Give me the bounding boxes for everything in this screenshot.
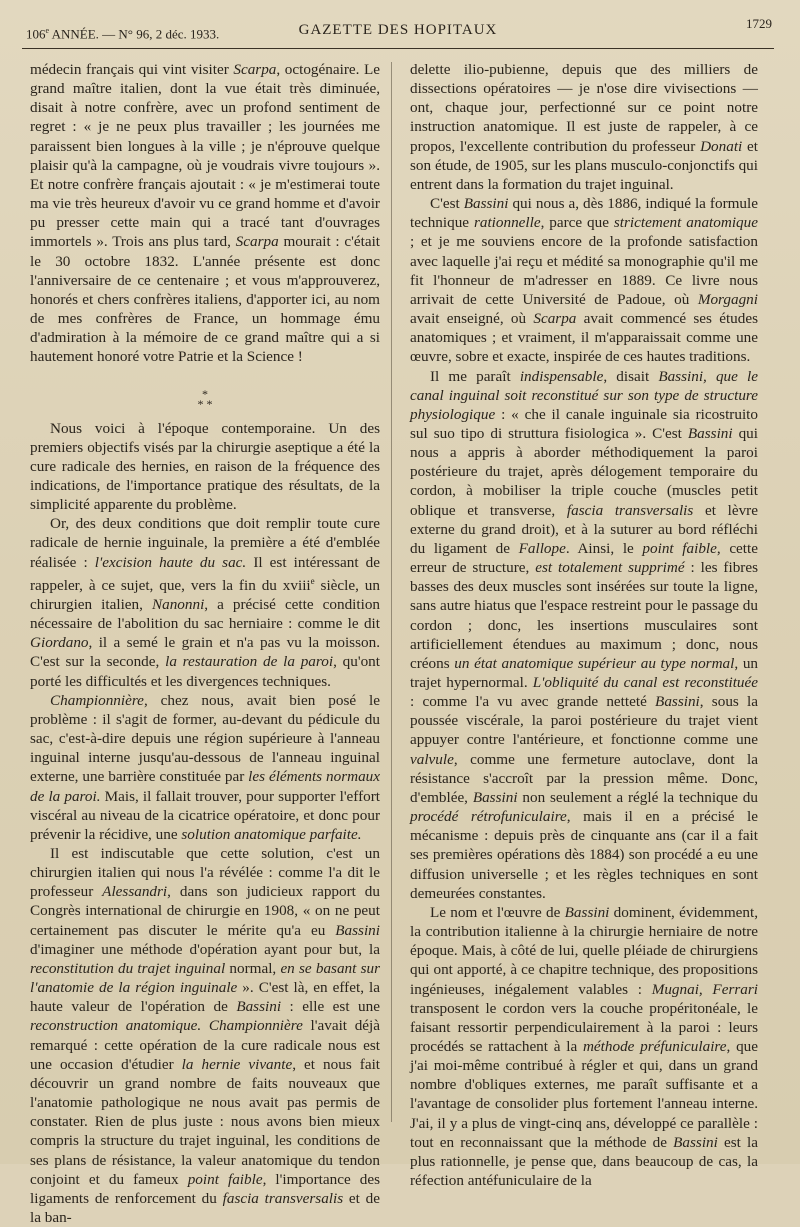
page-header bbox=[22, 14, 774, 49]
italic-run: Bassini bbox=[335, 921, 380, 939]
italic-run: Morgagni bbox=[697, 290, 758, 308]
italic-run: Alessandri bbox=[102, 883, 168, 901]
italic-run: fascia transversalis bbox=[566, 501, 694, 519]
year-sup: e bbox=[45, 26, 50, 35]
text-run: , comme une fermeture autoclave, dont la résistance s'accroît par la pression même. Donc, d'emblée, bbox=[410, 750, 758, 806]
right-column bbox=[410, 60, 758, 1190]
italic-run: reconstruction anatomique. Championnière bbox=[30, 1017, 303, 1035]
italic-run: l'excision haute du sac. bbox=[94, 553, 247, 571]
text-run: . Ainsi, le bbox=[565, 539, 643, 557]
text-run: qui nous a appris à aborder méthodiquement la paroi postérieure du trajet, après délogement temporaire du cordon, à mobiliser la triple couche (muscles petit oblique et transverse, bbox=[410, 424, 758, 519]
italic-run: point faible bbox=[187, 1170, 263, 1188]
italic-run: L'obliquité du canal est reconstituée bbox=[532, 674, 759, 691]
italic-run: Fallope bbox=[518, 539, 566, 557]
text-run: , parce que bbox=[540, 214, 614, 232]
italic-run: strictement anatomique bbox=[613, 214, 758, 232]
text-run: : elle est une bbox=[281, 998, 380, 1016]
text-run: dominent, évidemment, la contribution italienne à la chirurgie herniaire de notre époque. Mais, à côté de lui, quelle pléiade de chirurgiens qui ont apporté, à ce chapitre technique, des propositions ingénieuses, inégalement valables : bbox=[410, 903, 758, 998]
text-run: médecin français qui vint visiter bbox=[30, 61, 234, 78]
text-run: : les fibres basses des deux muscles sont insérées sur toute la ligne, sans autre hiatus que l'espace restreint pour le passage du cordon ; donc, les insertions musculaires sont artificiellement étendues au maximum ; donc, nous créons bbox=[410, 559, 759, 672]
italic-run: est totalement supprimé bbox=[535, 559, 685, 577]
italic-run: rationnelle bbox=[473, 214, 541, 232]
italic-run: Bassini bbox=[655, 693, 700, 711]
italic-run: procédé rétrofuniculaire bbox=[410, 808, 567, 826]
text-run: transposent le cordon vers la couche propéritonéale, le faisant ressortir perpendiculairement à la paroi : leurs procédés se rattachent à la bbox=[410, 999, 758, 1055]
text-run: siècle, un chirurgien italien, bbox=[30, 576, 380, 613]
text-run: non seulement a réglé la technique du bbox=[517, 788, 758, 806]
italic-run: Bassini bbox=[236, 998, 282, 1016]
text-run: Nous voici à l'époque contemporaine. Un des premiers objectifs visés par la chirurgie aseptique a été la cure radicale des hernies, en raison de la fréquence des indications, de l'importance pratique des résultats, de la simplicité apparente du problème. bbox=[30, 419, 380, 514]
italic-run: Giordano bbox=[30, 634, 89, 652]
text-run: est la plus rationnelle, je pense que, dans beaucoup de cas, la réfection antéfuniculaire de la bbox=[410, 1133, 758, 1190]
italic-run: Scarpa bbox=[233, 61, 277, 78]
paragraph bbox=[410, 60, 758, 194]
year-number: 106 bbox=[26, 26, 46, 42]
left-column bbox=[30, 60, 380, 1227]
italic-run: point faible bbox=[642, 539, 717, 557]
issue-date: — N° 96, 2 déc. 1933. bbox=[102, 26, 220, 42]
text-run: mourait : c'était le 30 octobre 1832. L'année présente est donc l'anniversaire de ce centenaire ; et vous m'approuverez, honorés et chers confrères italiens, d'apporter ici, au nom de mes confrères de France, un hommage ému d'admiration à la mémoire de ce grand maître qui a si hautement honoré votre Patrie et la Science ! bbox=[30, 233, 381, 366]
paragraph bbox=[30, 419, 380, 515]
text-run: et lèvre externe du grand droit), et à la suturer au bord réfléchi du ligament de bbox=[410, 501, 758, 557]
italic-run: reconstitution du trajet inguinal bbox=[30, 959, 226, 977]
text-run: e bbox=[310, 575, 315, 586]
italic-run: solution anatomique parfaite. bbox=[181, 825, 362, 843]
text-run: ; et je me souviens encore de la profonde satisfaction avec laquelle j'ai reçu et médité sa monographie qu'il me fit l'honneur de m'adresser en 1889. Ce livre nous arrivait de cette Université de Padoue, où bbox=[410, 233, 758, 308]
section-separator: * * * bbox=[197, 386, 213, 411]
italic-run: indispensable bbox=[519, 367, 604, 385]
text-run: d'imaginer une méthode d'opération ayant pour but, la bbox=[30, 940, 380, 958]
text-run: ». C'est là, en effet, la haute valeur de l'opération de bbox=[30, 979, 380, 1016]
page-number: 1729 bbox=[746, 16, 772, 31]
text-run: Il me paraît bbox=[430, 367, 520, 385]
paragraph bbox=[410, 903, 758, 1190]
italic-run: en se basant sur l'anatomie de la région inguinale bbox=[30, 959, 380, 997]
text-run: normal, bbox=[225, 959, 281, 977]
text-run: , disait bbox=[603, 367, 659, 385]
italic-run: fascia transversalis bbox=[222, 1189, 344, 1207]
text-run: Mais, il fallait trouver, pour supporter l'effort viscéral au niveau de la cicatrice opératoire, et donc pour prévenir la récidive, une bbox=[30, 787, 381, 843]
italic-run: Scarpa bbox=[235, 233, 279, 251]
italic-run: la restauration de la paroi bbox=[165, 653, 334, 671]
text-run: , a précisé cette condition nécessaire de l'abolition du sac herniaire : comme le dit bbox=[30, 595, 381, 633]
italic-run: Bassini bbox=[463, 195, 509, 213]
text-run: , l'importance des ligaments de renforcement du bbox=[30, 1170, 381, 1207]
text-run: , un trajet hypernormal. bbox=[410, 654, 758, 691]
text-run: , mais il en a précisé le mécanisme : depuis près de cinquante ans (car il a fait ses premières opérations dès 1884) son procédé a eu une diffusion universelle ; et les règles techniques en sont demeurées constantes. bbox=[410, 808, 758, 902]
text-run: , dans son judicieux rapport du Congrès international de chirurgie en 1908, « on ne peut certainement pas discuter le mérite qu'a eu bbox=[30, 883, 380, 939]
text-run: Le nom et l'œuvre de bbox=[430, 903, 565, 921]
text-run: avait commencé ses études anatomiques ; et vraiment, il m'apparaissait comme une œuvre, sobre et exacte, inspirée de ces hautes traditions. bbox=[410, 310, 758, 366]
text-run: et son étude, de 1905, sur les plans musculo-conjonctifs qui entrent dans la formation du trajet inguinal. bbox=[410, 137, 758, 193]
text-run: C'est bbox=[430, 195, 464, 213]
text-run: , cette erreur de structure, bbox=[410, 539, 758, 577]
text-run: avait enseigné, où bbox=[410, 310, 534, 328]
italic-run: Championnière bbox=[50, 691, 144, 709]
text-run: l'avait déjà remarqué : cette opération de la cure radicale nous est une occasion d'étudier bbox=[30, 1017, 380, 1073]
text-run: , et nous fait découvrir un grand nombre de faits nouveaux que l'anatomie pathologique ne nous avait pas permis de constater. Rien de plus juste : nous avons bien mieux compris la structure du trajet inguinal, les conditions de ses plans de résistance, la valeur anatomique du tendon conjoint et du fameux bbox=[30, 1055, 381, 1188]
text-run: , il a semé le grain et n'a pas vu la moisson. C'est sur la seconde, bbox=[30, 634, 380, 671]
text-run: : comme l'a vu avec grande netteté bbox=[410, 693, 656, 711]
paragraph bbox=[30, 60, 380, 367]
text-run: : « che il canale inguinale sia ricostruito sul suo tipo di struttura fisiologica ». C'est bbox=[410, 405, 758, 442]
italic-run: Bassini bbox=[673, 1133, 718, 1151]
italic-run: Donati bbox=[700, 137, 743, 155]
italic-run: les éléments normaux de la paroi. bbox=[30, 768, 381, 805]
italic-run: Bassini bbox=[564, 903, 610, 921]
italic-run: Bassini bbox=[472, 788, 518, 806]
text-run: Il est intéressant de rappeler, à ce sujet, que, vers la fin du xviii bbox=[30, 553, 381, 594]
italic-run: Nanonni bbox=[151, 595, 205, 613]
text-run: , sous la poussée viscérale, la paroi postérieure du trajet vient appuyer contre l'antérieure, et fonctionne comme une bbox=[410, 693, 759, 749]
paragraph bbox=[410, 194, 758, 366]
text-run: , qu'ont porté les difficultés et les divergences techniques. bbox=[30, 653, 380, 690]
journal-title: GAZETTE DES HOPITAUX bbox=[298, 22, 498, 38]
italic-run: Bassini bbox=[687, 424, 733, 442]
italic-run: la hernie vivante bbox=[181, 1055, 293, 1073]
text-run: , chez nous, avait bien posé le problème : il s'agit de former, au-devant du pédicule du sac, c'est-à-dire depuis une région supérieure à l'anneau inguinal interne jusqu'au-dessous de l'anneau inguinal externe, une barrière constituée par bbox=[30, 691, 380, 786]
text-run: et de la ban- bbox=[30, 1189, 380, 1226]
italic-run: Scarpa bbox=[533, 310, 577, 328]
italic-run: Mugnai, Ferrari bbox=[651, 980, 758, 998]
text-run: Or, des deux conditions que doit remplir toute cure radicale de hernie inguinale, la première a été d'emblée réalisée : bbox=[30, 515, 380, 571]
year-word: ANNÉE. bbox=[51, 26, 99, 42]
paragraph bbox=[410, 367, 758, 903]
paragraph bbox=[30, 691, 380, 844]
text-run: delette ilio-pubienne, depuis que des milliers de dissections opératoires — je n'ose dire vivisections — ont, chaque jour, perfectionné sur ce point notre instruction anatomique. Il est juste de rappeler, à ce propos, l'excellente contribution du professeur bbox=[410, 61, 758, 155]
text-run: , que j'ai moi-même contribué à régler et qui, dans un grand nombre d'obliques externes, me paraît suffisante et a l'avantage de consolider plus fortement l'anneau interne. J'ai, il y a plus de vingt-cinq ans, développé ce parallèle : tout en reconnaissant que la méthode de bbox=[410, 1037, 758, 1151]
text-run: , octogénaire. Le grand maître italien, dont la vue était très diminuée, disait à notre confrère, avec un profond sentiment de regret : « je ne peux plus travailler ; les journées me paraissent bien longues à la ville ; je n'éprouve quelque plaisir qu'à la campagne, où je voudrais vivre toujours ». Et notre confrère français ajoutait : « je m'estimerai toute ma vie très heureux d'avoir vu ce grand homme et d'avoir pu presser cette main qui a tracé tant d'ouvrages immortels ». Trois ans plus tard, bbox=[30, 61, 381, 251]
column-divider bbox=[391, 62, 392, 1122]
text-run: qui nous a, dès 1886, indiqué la formule technique bbox=[410, 195, 758, 232]
text-run: Il est indiscutable que cette solution, c'est un chirurgien italien qui nous l'a révélée : comme l'a dit le professeur bbox=[30, 845, 380, 901]
paragraph bbox=[30, 844, 380, 1227]
italic-run: Bassini, que le canal inguinal soit reconstitué sur son type de structure physiologique bbox=[410, 367, 758, 423]
italic-run: méthode préfuniculaire bbox=[582, 1037, 727, 1055]
italic-run: un état anatomique supérieur au type normal bbox=[454, 654, 735, 672]
italic-run: valvule bbox=[410, 750, 454, 768]
paragraph bbox=[30, 514, 380, 690]
